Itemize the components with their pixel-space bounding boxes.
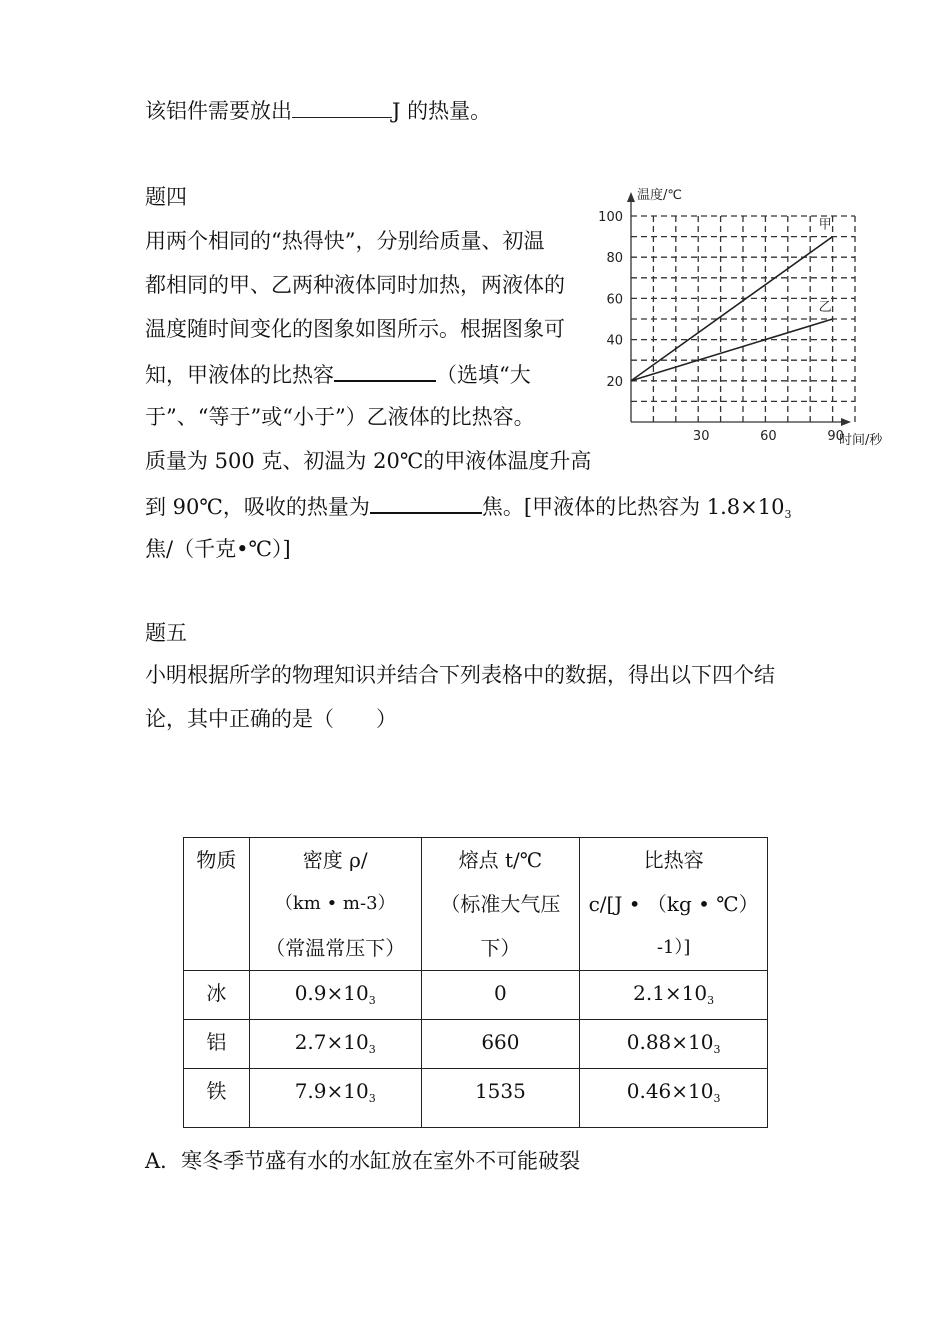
chart-labels <box>598 187 883 448</box>
header-density: 密度 ρ/ （km • m-3） （常温常压下） <box>249 838 421 971</box>
exponent: 3 <box>784 508 792 521</box>
cell-density: $7.9\times 10^3$ <box>249 1069 421 1128</box>
q4-heading: 题四 <box>145 185 187 209</box>
x-tick-label: 90 <box>827 429 844 444</box>
series-line <box>631 319 833 381</box>
cell-melting-point: 660 <box>421 1020 580 1069</box>
temperature-time-chart <box>595 180 895 450</box>
material-table <box>183 837 768 1128</box>
q4-line-3: 温度随时间变化的图象如图所示。根据图象可 <box>145 317 565 341</box>
chart-axes <box>627 192 851 426</box>
q4-line-7-text: 到 90℃，吸收的热量为 <box>145 495 370 519</box>
answer-blank-heat-compare[interactable] <box>334 358 436 382</box>
q4-line-7 <box>145 490 791 526</box>
y-tick-label: 60 <box>606 292 623 308</box>
q4-line-2: 都相同的甲、乙两种液体同时加热，两液体的 <box>145 273 565 297</box>
q4-line-7-formula: 焦。[甲液体的比热容为 1.8×10 <box>481 495 785 519</box>
y-tick-label: 20 <box>606 374 623 390</box>
q4-line-8: 焦/（千克•℃）] <box>145 537 291 561</box>
cell-substance: 铁 <box>184 1069 250 1128</box>
x-axis-arrow <box>841 418 851 426</box>
x-tick-label: 30 <box>692 429 710 444</box>
table-row <box>184 971 768 1020</box>
cell-melting-point: 1535 <box>421 1069 580 1128</box>
answer-blank-heat-absorbed[interactable] <box>370 490 482 514</box>
q5-line-1: 小明根据所学的物理知识并结合下列表格中的数据，得出以下四个结 <box>145 663 775 687</box>
table-header-row <box>184 838 768 971</box>
y-tick-label: 80 <box>606 251 623 267</box>
series-label: 乙 <box>818 300 832 315</box>
q4-line-6: 质量为 500 克、初温为 20℃的甲液体温度升高 <box>145 449 592 473</box>
intro-line <box>145 96 491 126</box>
table-row <box>184 1020 768 1069</box>
q4-line-4-choice: （选填“大 <box>436 363 531 387</box>
q4-line-4-text: 知，甲液体的比热容 <box>145 363 334 387</box>
option-a[interactable]: A．寒冬季节盛有水的水缸放在室外不可能破裂 <box>145 1149 581 1173</box>
x-axis-label: 时间/秒 <box>839 433 883 448</box>
intro-text-end: J 的热量。 <box>392 99 492 123</box>
header-substance: 物质 <box>184 838 250 971</box>
header-specific-heat: 比热容 c/[J • （kg • ℃） -1）] <box>580 838 768 971</box>
cell-density: $0.9\times 10^3$ <box>249 971 421 1020</box>
chart-grid <box>631 216 855 422</box>
intro-text: 该铝件需要放出 <box>145 99 292 123</box>
q5-heading: 题五 <box>145 621 187 645</box>
q4-line-5: 于”、“等于”或“小于”）乙液体的比热容。 <box>145 405 535 429</box>
cell-specific-heat: $0.88\times 10^3$ <box>580 1020 768 1069</box>
series-label: 甲 <box>818 217 832 233</box>
q4-line-1: 用两个相同的“热得快”，分别给质量、初温 <box>145 229 545 253</box>
cell-melting-point: 0 <box>421 971 580 1020</box>
cell-density: $2.7\times 10^3$ <box>249 1020 421 1069</box>
cell-substance: 铝 <box>184 1020 250 1069</box>
answer-blank[interactable] <box>292 97 392 118</box>
cell-specific-heat: $0.46\times 10^3$ <box>580 1069 768 1128</box>
q4-line-4 <box>145 358 531 390</box>
series-line <box>631 237 833 381</box>
y-tick-label: 100 <box>598 210 623 225</box>
header-melting-point: 熔点 t/℃ （标准大气压 下） <box>421 838 580 971</box>
cell-substance: 冰 <box>184 971 250 1020</box>
cell-specific-heat: $2.1\times 10^3$ <box>580 971 768 1020</box>
q5-line-2: 论，其中正确的是（ ） <box>145 707 397 731</box>
y-axis-label: 温度/℃ <box>637 188 682 203</box>
y-tick-label: 40 <box>606 333 623 349</box>
table-row <box>184 1069 768 1128</box>
x-tick-label: 60 <box>760 429 777 444</box>
y-axis-arrow <box>627 192 635 202</box>
chart-series <box>631 237 833 381</box>
